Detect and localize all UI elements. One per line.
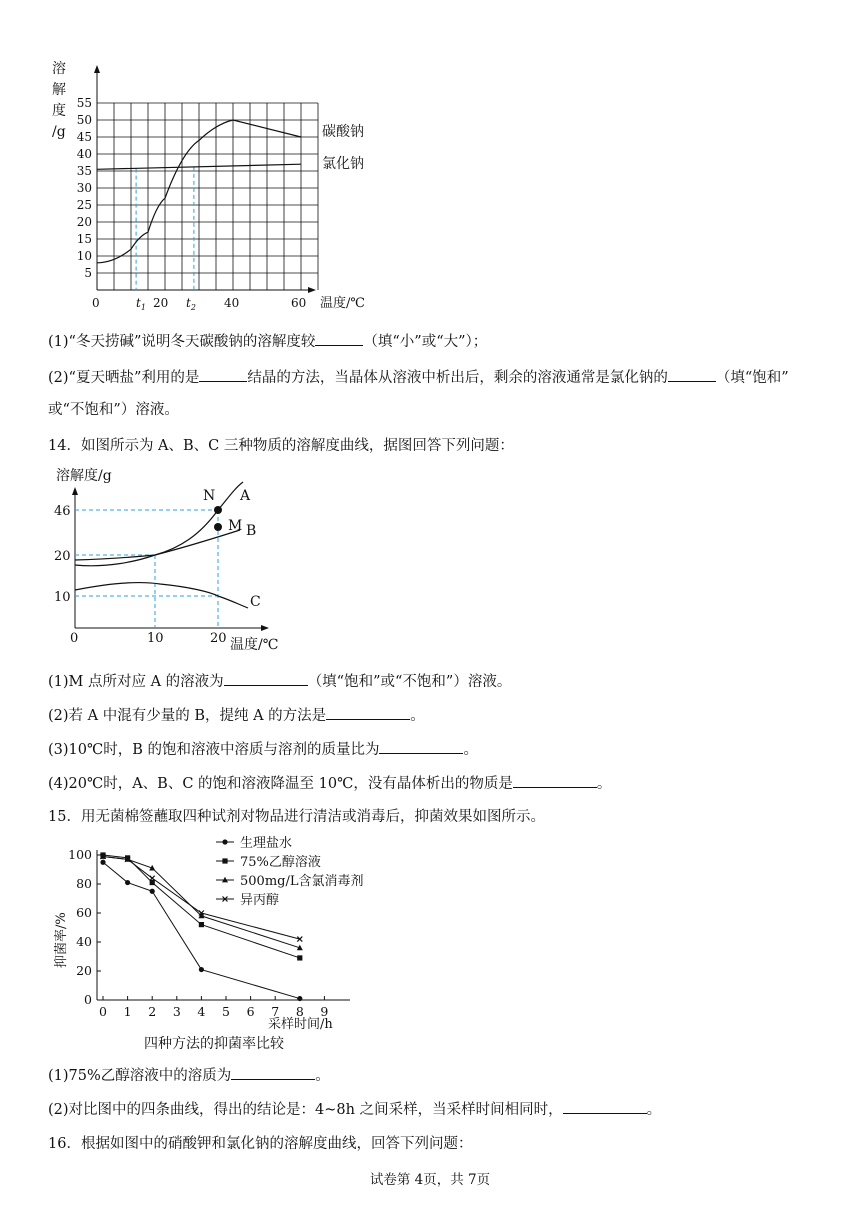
data-point <box>199 967 204 972</box>
series-label-sodium-carbonate: 碳酸钠 <box>322 124 364 140</box>
chart3-xlabel: 采样时间/h <box>268 1017 333 1032</box>
x-tick-20: 20 <box>210 631 227 646</box>
y-tick: 5 <box>84 266 92 280</box>
chart1-ylabel-char: 溶 <box>52 61 66 77</box>
chart2-xlabel: 温度/℃ <box>230 637 279 653</box>
y-tick-46: 46 <box>54 504 71 519</box>
data-point <box>297 955 302 960</box>
x-tick: 3 <box>172 1004 181 1019</box>
x-tick-t2: $t_2$ <box>186 296 196 312</box>
series-label-sodium-chloride: 氯化钠 <box>322 156 364 172</box>
chart1-y-arrow <box>94 65 100 73</box>
y-tick: 30 <box>76 181 92 195</box>
chart3-title: 四种方法的抑菌率比较 <box>144 1036 284 1052</box>
chart3-y-ticks <box>68 847 101 1007</box>
q14-stem: 14．如图所示为 A、B、C 三种物质的溶解度曲线，据图回答下列问题： <box>48 438 514 454</box>
legend-label: 生理盐水 <box>240 836 293 851</box>
y-tick: 0 <box>84 992 92 1007</box>
q13-part1: (1)“冬天捞碱”说明冬天碳酸钠的溶解度较 （填“小”或“大”）； <box>48 334 488 350</box>
data-point <box>199 922 204 927</box>
x-tick-60: 60 <box>291 296 307 310</box>
data-point <box>150 889 155 894</box>
page-footer: 试卷第 4页，共 7页 <box>369 1172 491 1188</box>
chart3-x-ticks <box>99 996 328 1019</box>
x-tick: 7 <box>271 1004 280 1019</box>
chart3-legend <box>216 835 363 908</box>
legend-marker <box>222 858 227 863</box>
chart1-xlabel: 温度/℃ <box>320 296 365 311</box>
y-tick: 100 <box>68 847 92 862</box>
series-line-c <box>75 583 248 608</box>
x-tick: 2 <box>148 1004 157 1019</box>
point-n <box>214 506 222 514</box>
chart1-ylabel-char: 解 <box>52 82 66 98</box>
antibacterial-rate-chart <box>50 828 410 1058</box>
point-n-label: N <box>203 488 216 504</box>
series-label-b: B <box>246 523 257 539</box>
chart1-ylabel-char: /g <box>52 124 66 140</box>
data-point <box>100 860 105 865</box>
point-m <box>214 523 222 531</box>
x-tick: 8 <box>295 1004 304 1019</box>
x-tick-20: 20 <box>153 296 169 310</box>
legend-marker <box>222 839 227 844</box>
q14-part1: (1)M 点所对应 A 的溶液为 （填“饱和”或“不饱和”）溶液。 <box>48 674 512 690</box>
chart2-x-arrow <box>261 625 269 631</box>
x-tick: 5 <box>222 1004 230 1019</box>
q14-part2: (2)若 A 中混有少量的 B，提纯 A 的方法是 。 <box>48 708 425 724</box>
x-tick: 6 <box>246 1004 255 1019</box>
answer-blank[interactable] <box>231 1067 315 1080</box>
answer-blank[interactable] <box>563 1101 647 1114</box>
x-tick-0: 0 <box>92 296 100 310</box>
q16-stem: 16．根据如图中的硝酸钾和氯化钠的溶解度曲线，回答下列问题： <box>48 1136 473 1152</box>
chart3-ylabel: 抑菌率/% <box>54 912 69 968</box>
y-tick: 35 <box>76 164 92 178</box>
x-tick-t1: $t_1$ <box>136 296 146 312</box>
y-tick: 45 <box>76 130 92 144</box>
answer-blank[interactable] <box>379 741 463 754</box>
chart1-x-arrow <box>308 287 316 293</box>
point-m-label: M <box>228 518 243 534</box>
y-tick: 80 <box>76 876 92 891</box>
answer-blank[interactable] <box>199 369 247 382</box>
q13-part2: (2)“夏天晒盐”利用的是 结晶的方法，当晶体从溶液中析出后，剩余的溶液通常是氯化钠的 （填“饱和” <box>48 370 789 386</box>
y-tick-20: 20 <box>54 549 71 564</box>
y-tick: 20 <box>76 963 92 978</box>
chart2-ylabel: 溶解度/g <box>56 468 112 484</box>
q15-stem: 15．用无菌棉签蘸取四种试剂对物品进行清洁或消毒后，抑菌效果如图所示。 <box>48 809 545 825</box>
series-label-c: C <box>250 594 261 610</box>
answer-blank[interactable] <box>315 333 363 346</box>
y-tick: 40 <box>76 934 92 949</box>
x-tick-10: 10 <box>147 631 164 646</box>
legend-label: 75%乙醇溶液 <box>240 855 321 870</box>
solubility-chart-abc <box>50 460 310 660</box>
data-point <box>125 880 130 885</box>
y-tick: 20 <box>76 215 92 229</box>
x-tick: 0 <box>99 1004 107 1019</box>
chart2-y-arrow <box>72 487 78 495</box>
solubility-chart-sodium <box>40 55 400 320</box>
x-tick: 4 <box>197 1004 206 1019</box>
x-tick-0: 0 <box>70 631 79 646</box>
y-tick-10: 10 <box>54 590 71 605</box>
series-label-a: A <box>240 488 251 504</box>
answer-blank[interactable] <box>513 775 597 788</box>
legend-label: 500mg/L含氯消毒剂 <box>240 874 364 889</box>
y-tick: 15 <box>76 232 92 246</box>
q14-part4: (4)20℃时，A、B、C 的饱和溶液降温至 10℃，没有晶体析出的物质是 。 <box>48 776 612 792</box>
answer-blank[interactable] <box>668 369 716 382</box>
x-tick-40: 40 <box>224 296 240 310</box>
y-tick: 10 <box>76 249 92 263</box>
answer-blank[interactable] <box>326 707 410 720</box>
chart1-y-ticks <box>77 96 92 280</box>
q13-part2-line2: 或“不饱和”）溶液。 <box>48 402 179 418</box>
x-tick: 1 <box>123 1004 132 1019</box>
q15-part2: (2)对比图中的四条曲线，得出的结论是：4~8h 之间采样，当采样时间相同时， 。 <box>48 1102 662 1118</box>
q15-part1: (1)75%乙醇溶液中的溶质为 。 <box>48 1068 330 1084</box>
legend-label: 异丙醇 <box>240 893 280 908</box>
y-tick: 40 <box>76 147 92 161</box>
chart1-ylabel-char: 度 <box>52 103 66 119</box>
y-tick: 50 <box>76 113 92 127</box>
y-tick: 55 <box>76 96 92 110</box>
y-tick: 25 <box>76 198 92 212</box>
data-point <box>297 996 302 1001</box>
x-tick: 9 <box>320 1004 329 1019</box>
y-tick: 60 <box>76 905 92 920</box>
chart1-grid <box>97 103 318 290</box>
answer-blank[interactable] <box>224 673 308 686</box>
chart1-ylabel <box>52 60 66 140</box>
q14-part3: (3)10℃时，B 的饱和溶液中溶质与溶剂的质量比为 。 <box>48 742 478 758</box>
